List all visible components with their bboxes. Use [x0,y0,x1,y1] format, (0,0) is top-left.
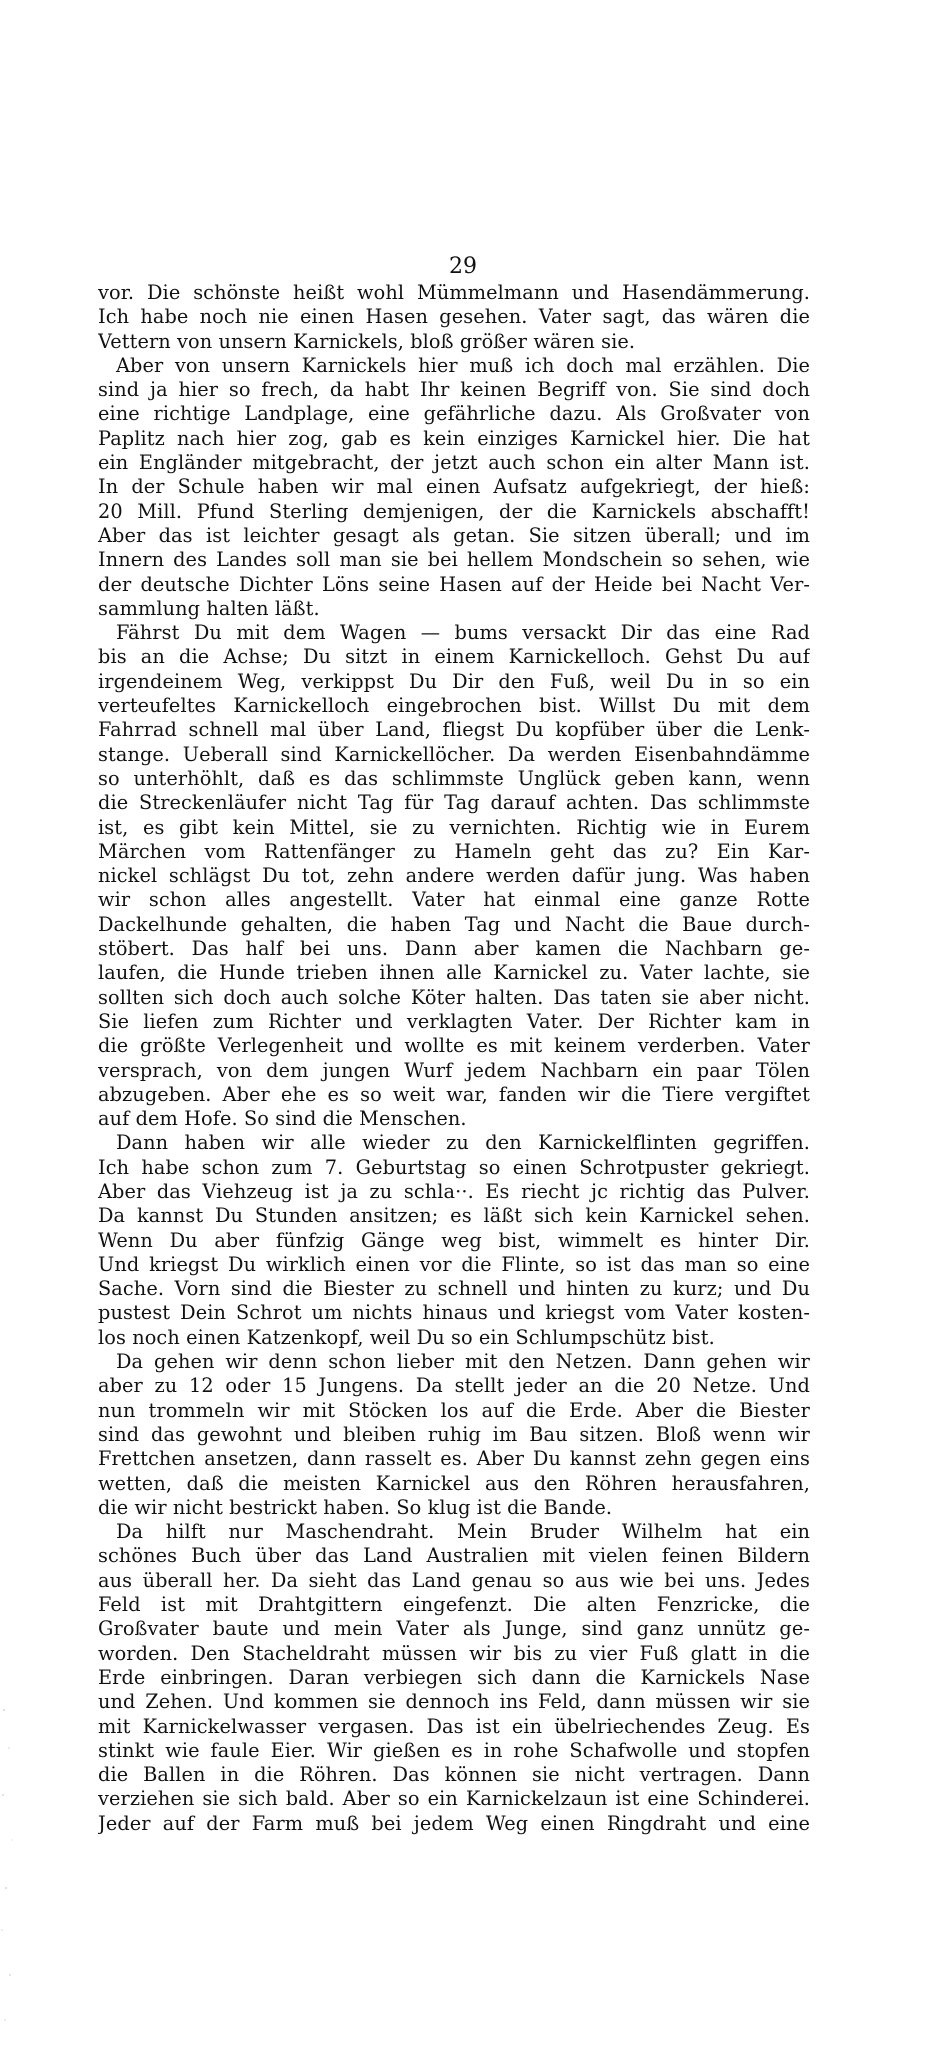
text-line: sind ja hier so frech, da habt Ihr keinen Begriff von. Sie sind doch [98,378,810,402]
text-line: versprach, von dem jungen Wurf jedem Nachbarn ein paar Tölen [98,1058,810,1082]
text-line: Und kriegst Du wirklich einen vor die Flinte, so ist das man so eine [98,1252,810,1276]
text-line: Da hilft nur Maschendraht. Mein Bruder Wilhelm hat ein [116,1520,810,1544]
text-line: mit Karnickelwasser vergasen. Das ist ein übelriechendes Zeug. Es [98,1714,810,1738]
text-line: Dann haben wir alle wieder zu den Karnickelflinten gegriffen. [116,1131,810,1155]
text-line: Märchen vom Rattenfänger zu Hameln geht das zu? Ein Kar- [98,839,810,863]
text-line: Jeder auf der Farm muß bei jedem Weg einen Ringdraht und eine [98,1811,810,1835]
text-line: sind das gewohnt und bleiben ruhig im Bau sitzen. Bloß wenn wir [98,1422,810,1446]
text-line: Wenn Du aber fünfzig Gänge weg bist, wimmelt es hinter Dir. [98,1228,810,1252]
text-line: die wir nicht bestrickt haben. So klug ist die Bande. [98,1495,613,1519]
text-line: nun trommeln wir mit Stöcken los auf die Erde. Aber die Biester [98,1398,810,1422]
text-line: verteufeltes Karnickelloch eingebrochen bist. Willst Du mit dem [98,694,810,718]
text-line: Paplitz nach hier zog, gab es kein einziges Karnickel hier. Die hat [98,426,810,450]
text-line: Erde einbringen. Daran verbiegen sich dann die Karnickels Nase [98,1665,810,1689]
text-line: wir schon alles angestellt. Vater hat einmal eine ganze Rotte [98,888,810,912]
text-line: Sache. Vorn sind die Biester zu schnell und hinten zu kurz; und Du [98,1277,810,1301]
text-line: Da kannst Du Stunden ansitzen; es läßt sich kein Karnickel sehen. [98,1204,810,1228]
text-line: verziehen sie sich bald. Aber so ein Karnickelzaun ist eine Schinderei. [98,1787,810,1811]
text-line: ein Engländer mitgebracht, der jetzt auch schon ein alter Mann ist. [98,451,810,475]
text-line: Aber von unsern Karnickels hier muß ich doch mal erzählen. Die [116,353,810,377]
text-line: schönes Buch über das Land Australien mit vielen feinen Bildern [98,1544,810,1568]
text-line: worden. Den Stacheldraht müssen wir bis zu vier Fuß glatt in die [98,1641,810,1665]
text-line: abzugeben. Aber ehe es so weit war, fanden wir die Tiere vergiftet [98,1082,810,1106]
text-line: sollten sich doch auch solche Köter halten. Das taten sie aber nicht. [98,985,810,1009]
text-line: Großvater baute und mein Vater als Junge, sind ganz unnütz ge- [98,1617,810,1641]
text-line: Aber das Viehzeug ist ja zu schla··. Es riecht jc richtig das Pulver. [98,1179,810,1203]
page-number: 29 [449,254,477,279]
text-line: Da gehen wir denn schon lieber mit den Netzen. Dann gehen wir [116,1350,810,1374]
text-line: nickel schlägst Du tot, zehn andere werden dafür jung. Was haben [98,864,810,888]
text-line: der deutsche Dichter Löns seine Hasen auf der Heide bei Nacht Ver- [98,572,810,596]
text-line: sammlung halten läßt. [98,596,320,620]
text-line: Sie liefen zum Richter und verklagten Vater. Der Richter kam in [98,1009,810,1033]
body-text [98,281,810,1836]
text-line: stinkt wie faule Eier. Wir gießen es in rohe Schafwolle und stopfen [98,1738,810,1762]
text-line: Ich habe schon zum 7. Geburtstag so einen Schrotpuster gekriegt. [98,1155,810,1179]
text-line: vor. Die schönste heißt wohl Mümmelmann und Hasendämmerung. [98,281,810,304]
text-line: Dackelhunde gehalten, die haben Tag und Nacht die Baue durch- [98,912,810,936]
text-line: so unterhöhlt, daß es das schlimmste Unglück geben kann, wenn [98,766,810,790]
text-line: Frettchen ansetzen, dann rasselt es. Aber Du kannst zehn gegen eins [98,1447,810,1471]
text-line: Feld ist mit Drahtgittern eingefenzt. Die alten Fenzricke, die [98,1593,810,1617]
text-line: In der Schule haben wir mal einen Aufsatz aufgekriegt, der hieß: [98,475,810,499]
text-line: auf dem Hofe. So sind die Menschen. [98,1107,467,1131]
text-line: irgendeinem Weg, verkippst Du Dir den Fuß, weil Du in so ein [98,669,810,693]
text-line: eine richtige Landplage, eine gefährliche dazu. Als Großvater von [98,402,810,426]
text-line: aber zu 12 oder 15 Jungens. Da stellt jeder an die 20 Netze. Und [98,1374,810,1398]
text-line: und Zehen. Und kommen sie dennoch ins Feld, dann müssen wir sie [98,1690,810,1714]
text-line: stöbert. Das half bei uns. Dann aber kamen die Nachbarn ge- [98,937,810,961]
text-line: Vettern von unsern Karnickels, bloß größer wären sie. [98,329,636,353]
text-line: 20 Mill. Pfund Sterling demjenigen, der die Karnickels abschafft! [98,499,810,523]
text-line: Ich habe noch nie einen Hasen gesehen. Vater sagt, das wären die [98,305,810,329]
text-line: ist, es gibt kein Mittel, sie zu vernichten. Richtig wie in Eurem [98,815,810,839]
text-line: die Ballen in die Röhren. Das können sie nicht vertragen. Dann [98,1763,810,1787]
text-line: Fährst Du mit dem Wagen — bums versackt Dir das eine Rad [116,621,810,645]
text-line: laufen, die Hunde trieben ihnen alle Karnickel zu. Vater lachte, sie [98,961,810,985]
text-line: los noch einen Katzenkopf, weil Du so ein Schlumpschütz bist. [98,1325,715,1349]
text-line: aus überall her. Da sieht das Land genau so aus wie bei uns. Jedes [98,1568,810,1592]
text-line: Innern des Landes soll man sie bei hellem Mondschein so sehen, wie [98,548,810,572]
text-line: die größte Verlegenheit und wollte es mit keinem verderben. Vater [98,1034,810,1058]
text-line: wetten, daß die meisten Karnickel aus den Röhren herausfahren, [98,1471,810,1495]
text-line: Aber das ist leichter gesagt als getan. Sie sitzen überall; und im [98,523,810,547]
text-line: bis an die Achse; Du sitzt in einem Karnickelloch. Gehst Du auf [98,645,810,669]
text-line: stange. Ueberall sind Karnickellöcher. Da werden Eisenbahndämme [98,742,810,766]
text-line: die Streckenläufer nicht Tag für Tag darauf achten. Das schlimmste [98,791,810,815]
paper-specks-decoration [0,1700,20,2040]
text-line: pustest Dein Schrot um nichts hinaus und kriegst vom Vater kosten- [98,1301,810,1325]
text-line: Fahrrad schnell mal über Land, fliegst Du kopfüber über die Lenk- [98,718,810,742]
